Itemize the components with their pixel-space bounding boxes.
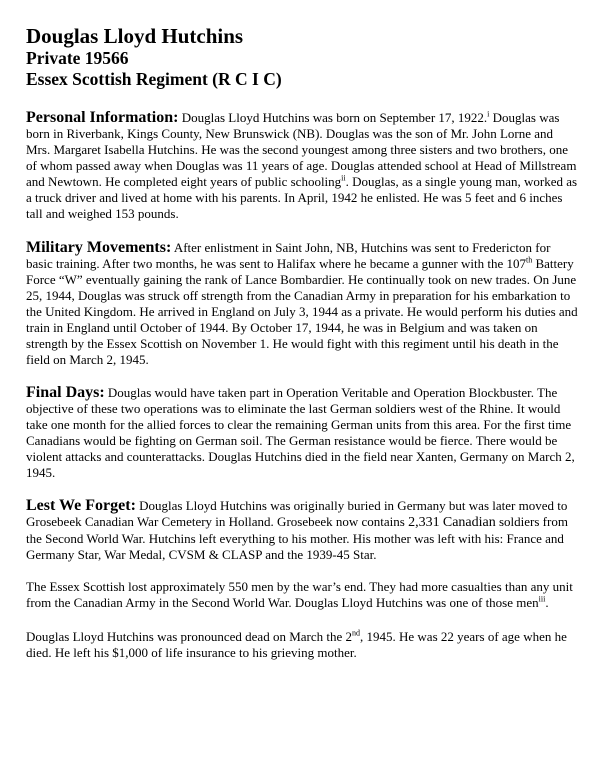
lest-text-a: Douglas Lloyd Hutchins was originally buried in Germany but was later moved to Grosebeek Canadian War Cemetery in Holland. Grosebeek now contains: [26, 498, 568, 529]
soldier-count: 2,331: [408, 515, 440, 530]
lest-we-forget-paragraph: [26, 498, 578, 563]
death-paragraph: [26, 629, 578, 661]
personal-text-b: Douglas was born in Riverbank, Kings County, New Brunswick (NB). Douglas was the son of Mr. John Lorne and Mrs. Margaret Isabella Hutchins. He was the second youngest among three sisters and two brothers, one of whom passed away when Douglas was 11 years of age. Douglas attended school at Head of Millstream and Newtown. He completed eight years of public schooling: [26, 110, 577, 189]
ordinal-suffix-th: th: [526, 255, 533, 265]
casualties-text-a: The Essex Scottish lost approximately 550 men by the war’s end. They had more casualties than any unit from the Canadian Army in the Second World War. Douglas Lloyd Hutchins was one of those men: [26, 579, 573, 610]
soldier-name: Douglas Lloyd Hutchins: [26, 24, 244, 48]
military-movements-paragraph: [26, 240, 578, 368]
personal-information-section: [26, 110, 578, 222]
ordinal-suffix-nd: nd: [352, 628, 361, 638]
personal-information-heading: Personal Information:: [26, 109, 179, 126]
canadian-word: Canadian: [442, 515, 496, 530]
personal-text-a: Douglas Lloyd Hutchins was born on September 17, 1922.: [178, 110, 488, 125]
military-text-a: After enlistment in Saint John, NB, Hutchins was sent to Fredericton for basic training. After two months, he was sent to Halifax where he became a gunner with the 107: [26, 240, 551, 271]
final-days-heading: Final Days:: [26, 384, 105, 401]
final-days-paragraph: [26, 385, 578, 481]
final-days-text: Douglas would have taken part in Operation Veritable and Operation Blockbuster. The objective of these two operations was to eliminate the last German soldiers west of the Rhine. It would take one month for the allied forces to clear the remaining German units from this area. For the first time Canadians would be fighting on German soil. The German resistance would be fierce. There would be violent attacks and counterattacks. Douglas Hutchins died in the field near Xanten, Germany on March 2, 1945.: [26, 385, 575, 480]
title-block: [26, 24, 578, 90]
personal-text-c: . Douglas, as a single young man, worked as a truck driver and lived at home with his parents. In April, 1942 he enlisted. He was 5 feet and 6 inches tall and weighed 153 pounds.: [26, 174, 578, 221]
military-movements-section: [26, 240, 578, 368]
casualties-text-b: .: [545, 595, 549, 610]
document-page: [26, 24, 578, 661]
endnote-marker-ii: ii: [341, 173, 346, 183]
death-text-a: Douglas Lloyd Hutchins was pronounced dead on March the 2: [26, 629, 353, 644]
lest-we-forget-section: [26, 498, 578, 661]
military-text-b: Battery Force “W” eventually gaining the rank of Lance Bombardier. He continually took on new trades. On June 25, 1944, Douglas was struck off strength from the Canadian Army in preparation for his embarkation to the United Kingdom. He arrived in England on July 3, 1944 as a private. He would perform his duties and train in England until October of 1944. By October 17, 1944, he was in Belgium and was taken on strength by the Essex Scottish on November 1. He would fight with this regiment until his death in the field on March 2, 1945.: [26, 256, 578, 367]
personal-information-paragraph: [26, 110, 578, 222]
casualties-paragraph: [26, 579, 578, 611]
endnote-marker-iii: iii: [538, 594, 546, 604]
regiment-line: Essex Scottish Regiment (R C I C): [26, 69, 282, 89]
lest-we-forget-heading: Lest We Forget:: [26, 497, 136, 514]
military-movements-heading: Military Movements:: [26, 239, 172, 256]
lest-text-c: soldiers from the Second World War. Hutchins left everything to his mother. His mother was left with his: France and Germany Star, War Medal, CVSM & CLASP and the 1939-45 Star.: [26, 514, 568, 562]
endnote-marker-i: i: [487, 109, 490, 119]
death-text-b: , 1945. He was 22 years of age when he died. He left his $1,000 of life insurance to his grieving mother.: [26, 629, 567, 660]
final-days-section: [26, 385, 578, 481]
rank-line: Private 19566: [26, 48, 129, 68]
